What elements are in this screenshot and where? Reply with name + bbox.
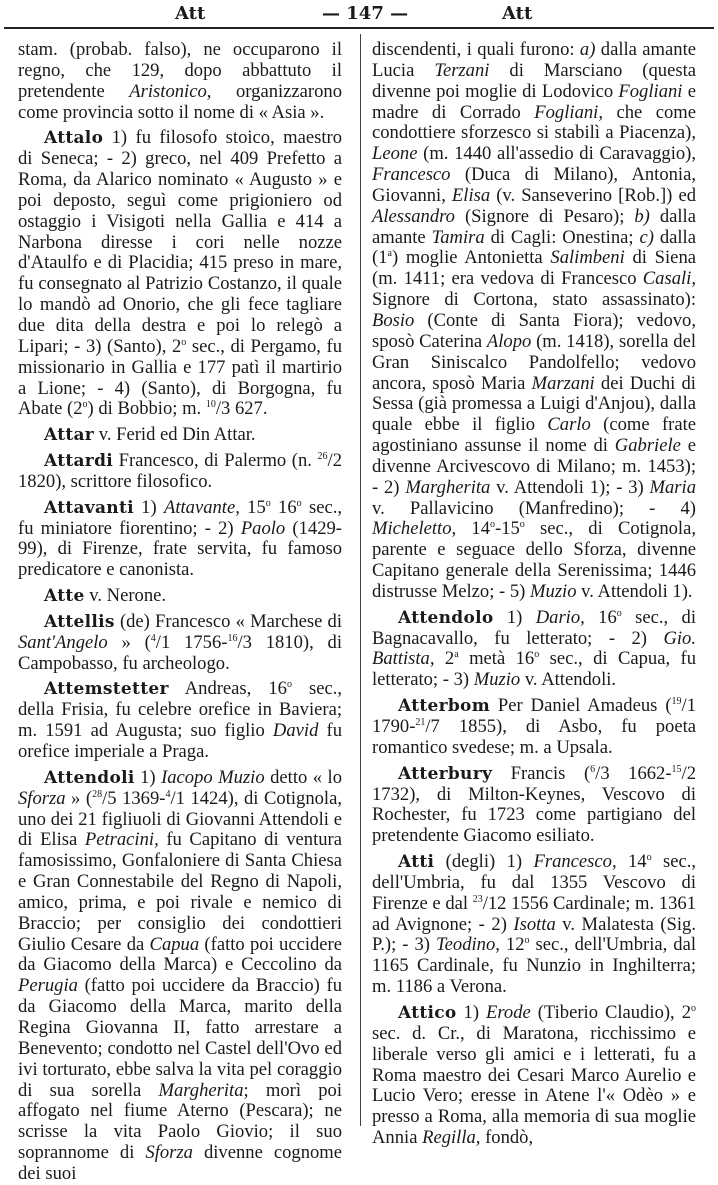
superscript: 4	[150, 632, 156, 644]
header-left-guide-word: Att	[175, 3, 206, 24]
superscript: a	[454, 649, 459, 661]
dictionary-entry	[372, 608, 696, 691]
superscript: o	[646, 851, 652, 863]
entry-text: 1) fu filosofo stoico, maestro di Seneca; - 2) greco, nel 409 Prefetto a Roma, da Alarico nominato « Augusto » e poi deposto, seguì come prigioniero od ostaggio i Visigoti nella Gallia e 414 a Narbona diresse i cori nelle nozze d'Ataulfo e di Placidia; 415 preso in mare, fu consegnato al Patrizio Costanzo, il quale lo mandò ad Onorio, che gli fece tagliare due dita della destra e poi lo relegò a Lipari; - 3) (Santo), 2	[18, 127, 342, 357]
entry-headword: Attico	[398, 1002, 457, 1023]
dictionary-entry	[18, 586, 342, 607]
entry-text: » (	[65, 787, 93, 809]
superscript: 28	[92, 788, 103, 800]
superscript: a	[387, 248, 392, 260]
dictionary-entry	[18, 451, 342, 493]
entry-headword: Attendoli	[44, 767, 135, 788]
entry-text: ) moglie Antonietta	[391, 247, 551, 269]
entry-text: /1 1790-	[372, 695, 696, 737]
italic-name: Bosio	[372, 309, 415, 331]
entry-text: -15	[495, 518, 520, 540]
dictionary-entry	[18, 612, 342, 675]
superscript: o	[519, 519, 525, 531]
entry-text: sec., di Capua, fu letterato; - 3)	[372, 648, 697, 691]
entry-text: v. Pallavicino (Manfredino); - 4)	[372, 497, 696, 519]
entry-headword: Attendolo	[398, 607, 494, 628]
entry-text: ) di Bobbio; m.	[87, 398, 206, 420]
entry-text: (Signore di Pesaro);	[454, 205, 635, 227]
italic-name: Fogliani,	[534, 101, 603, 123]
entry-text: 15	[239, 496, 266, 518]
italic-name: Gabriele	[614, 435, 681, 457]
entry-text: (Tiberio Claudio), 2	[530, 1001, 691, 1023]
entry-text: /12 1556 Cardinale; m. 1361 ad Avignone; - 2)	[372, 892, 696, 935]
italic-name: David	[272, 720, 319, 742]
page-number: — 147 —	[322, 3, 409, 24]
entry-text: (fatto poi uccidere da Braccio) fu da Giacomo della Marca, marito della Regina Giovanna II, fatto arrestare a Benevento; condotto nel Castel dell'Ovo ed ivi torturato, ebbe salva la vita pel coraggio di sua sorella	[18, 975, 342, 1101]
entry-text: (Duca di Milano), Antonia, Giovanni,	[372, 164, 696, 206]
entry-text: v. Attendoli 1).	[576, 580, 693, 602]
entry-headword: Atterbom	[398, 696, 490, 717]
italic-name: Teodino,	[436, 934, 500, 956]
superscript: o	[296, 497, 302, 509]
dictionary-entry	[18, 425, 342, 446]
entry-text: /3 1810), di Campobasso, fu archeologo.	[18, 631, 342, 674]
entry-text: detto « lo	[264, 766, 343, 788]
superscript: 16	[227, 632, 238, 644]
italic-name: Marzani	[531, 372, 595, 394]
entry-text: 1)	[134, 766, 162, 788]
entry-text: /3 627.	[215, 398, 268, 420]
entry-text: 14	[456, 518, 490, 540]
dictionary-entry	[18, 40, 342, 123]
superscript: 15	[671, 763, 682, 775]
entry-text: (m. 1418), sorella del Gran Siniscalco Pandolfello; vedovo ancora, sposò Maria	[372, 330, 697, 394]
italic-name: Fogliani	[618, 80, 683, 102]
dictionary-entry	[18, 498, 342, 581]
italic-name: Francesco,	[533, 851, 617, 873]
entry-text: v. Ferid ed Din Attar.	[94, 424, 256, 446]
superscript: 10	[205, 399, 216, 411]
entry-text: fu Capitano di ventura famosissimo, Gonfaloniere di Santa Chiesa e Gran Connestabile del Regno di Napoli, amico, prima, e poi rivale e nemico di Braccio; per consiglio dei condottieri Giulio Cesare da	[18, 829, 342, 955]
italic-name: Paolo	[240, 517, 286, 539]
entry-text: v. Attendoli 1); - 3)	[490, 476, 650, 498]
entry-text: discendenti, i quali furono:	[372, 39, 580, 60]
superscript: 23	[472, 893, 483, 905]
dictionary-entry	[372, 696, 696, 759]
superscript: 26	[317, 450, 328, 462]
dictionary-entry	[18, 128, 342, 420]
superscript: o	[524, 935, 530, 947]
entry-headword: Attavanti	[44, 497, 134, 518]
entry-text: 12	[499, 934, 525, 956]
entry-text: fu orefice imperiale a Praga.	[18, 720, 343, 762]
superscript: o	[616, 607, 622, 619]
italic-name: Sant'Angelo	[18, 631, 108, 653]
italic-name: Dario,	[535, 606, 585, 628]
entry-text: v. Nerone.	[84, 585, 167, 607]
dictionary-entry	[18, 768, 342, 1185]
entry-text: di Cagli: Onestina;	[484, 226, 640, 248]
entry-text: fondò,	[480, 1127, 534, 1149]
dictionary-entry	[372, 852, 696, 998]
entry-text: » (	[107, 631, 151, 653]
entry-text: sec., dell'Umbria, fu dal 1355 Vescovo di Firenze e dal	[372, 851, 697, 914]
left-column	[18, 39, 343, 1184]
italic-name: Elisa	[451, 184, 491, 206]
entry-text: /2 1820), scrittore filosofico.	[18, 450, 342, 492]
entry-text: dei Duchi di Sessa (già promessa a Luigi d'Anjou), dalla quale ebbe il figlio	[372, 372, 696, 436]
entry-text: sec., di Bagnacavallo, fu letterato; - 2)	[372, 606, 696, 649]
dictionary-entry	[372, 764, 696, 847]
italic-name: Maria	[649, 476, 696, 498]
entry-text: (v. Sanseverino [Rob.]) ed	[490, 184, 696, 206]
entry-text: e madre di Corrado	[372, 80, 696, 123]
entry-text: sec., dell'Umbria, dal 1165 Cardinale, fu Nunzio in Inghilterra; m. 1186 a Verona.	[372, 934, 696, 998]
italic-name: Capua	[149, 933, 200, 955]
column-divider	[360, 34, 361, 1126]
italic-name: Attavante,	[163, 496, 240, 518]
entry-text: stam. (probab. falso), ne occuparono il regno, che 129, dopo abbattuto il pretendente	[18, 39, 342, 102]
right-column	[372, 39, 697, 1149]
entry-text: sec., di Pergamo, fu missionario in Gallia e 177 patì il martirio a Lione; - 4) (Santo), di Borgogna, fu Abate (2	[18, 335, 342, 420]
italic-name: Tamira	[431, 226, 485, 248]
entry-text: (Conte di Santa Fiora); vedovo, sposò Caterina	[372, 309, 696, 352]
entry-text: (de) Francesco « Marchese di	[114, 610, 342, 632]
entry-text: metà 16	[458, 648, 535, 670]
entry-text: /3 1662-	[595, 762, 672, 784]
italic-name: Alopo	[486, 330, 532, 352]
entry-text: v. Malatesta (Sig. P.); - 3)	[372, 913, 696, 956]
entry-text: dalla (1	[372, 226, 696, 269]
italic-name: Terzani	[434, 59, 490, 81]
italic-name: Francesco	[372, 164, 451, 186]
entry-text: dalla amante	[372, 205, 696, 248]
entry-text: divenne cognome dei suoi	[18, 1142, 343, 1184]
italic-name: Petracini,	[84, 829, 159, 851]
superscript: o	[490, 519, 495, 531]
dictionary-entry	[372, 1003, 696, 1149]
entry-text: , organizzarono come provincia sotto il nome di « Asia ».	[18, 80, 342, 123]
superscript: 6	[590, 763, 596, 775]
italic-name: Casali,	[642, 268, 696, 290]
entry-headword: Attar	[44, 425, 95, 446]
entry-headword: Atti	[398, 852, 435, 873]
italic-name: Iacopo Muzio	[161, 766, 265, 788]
italic-name: Micheletto,	[372, 518, 457, 540]
superscript: 4	[165, 788, 171, 800]
italic-name: Regilla,	[422, 1127, 481, 1149]
superscript: 19	[671, 695, 682, 707]
italic-name: Muzio	[473, 669, 521, 691]
italic-name: Sforza	[145, 1142, 193, 1164]
dictionary-entry	[18, 679, 342, 762]
italic-name: Carlo	[547, 414, 591, 436]
superscript: o	[82, 399, 88, 411]
page-header	[0, 0, 718, 30]
italic-name: Gio. Battista,	[372, 627, 696, 670]
entry-text: (come frate agostiniano assunse il nome di	[372, 414, 697, 457]
superscript: o	[181, 336, 187, 348]
entry-text: v. Attendoli.	[520, 669, 617, 691]
entry-text: 2	[434, 648, 455, 670]
entry-text: /2 1732), di Milton-Keynes, Vescovo di Rochester, fu 1723 come partigiano del pretendente Giacomo esiliato.	[372, 762, 696, 847]
entry-headword: Atte	[44, 586, 85, 607]
italic-name: Perugia	[18, 975, 78, 997]
entry-text: /1 1756-	[155, 631, 228, 653]
entry-text: dalla amante Lucia	[372, 39, 696, 81]
entry-text: /1 1424), di Cotignola, uno dei 21 figliuoli di Giovanni Attendoli e di Elisa	[18, 787, 342, 851]
italic-name: Muzio	[530, 580, 577, 602]
entry-text: 1)	[133, 496, 164, 518]
entry-text: 1)	[456, 1001, 486, 1023]
superscript: o	[265, 497, 271, 509]
entry-text: che come condottiere sforzesco si stabilì a Piacenza),	[372, 101, 696, 144]
entry-text: sec., fu miniatore fiorentino; - 2)	[18, 496, 342, 539]
entry-text: 16	[584, 606, 617, 628]
entry-headword: Attardi	[44, 451, 114, 472]
entry-text: di Marsciano (questa divenne poi moglie di Lodovico	[372, 59, 696, 102]
entry-text: /5 1369-	[102, 787, 166, 809]
superscript: 21	[415, 716, 426, 728]
italic-name: Alessandro	[372, 205, 455, 227]
entry-text: sec., della Frisia, fu celebre orefice in Baviera; m. 1591 ad Augusta; suo figlio	[18, 678, 342, 742]
entry-text: ; morì poi affogato nel fiume Aterno (Pescara); ne scrisse la vita Paolo Giovio; il suo soprannome di	[18, 1079, 342, 1164]
entry-text: 1)	[493, 606, 536, 628]
entry-text: (degli) 1)	[434, 851, 534, 873]
header-rule	[4, 27, 714, 29]
italic-name: Margherita	[158, 1079, 244, 1101]
header-right-guide-word: Att	[502, 3, 533, 24]
entry-headword: Attalo	[44, 128, 104, 149]
italic-name: Isotta	[513, 913, 556, 935]
italic-name: Salimbeni	[550, 247, 625, 269]
entry-text: Signore di Cortona, stato assassinato):	[372, 289, 696, 311]
entry-text: sec., di Cotignola, parente e seguace dello Sforza, divenne Capitano generale della Serenissima; 1446 distrusse Melzo; - 5)	[372, 518, 697, 602]
italic-name: Leone	[372, 143, 418, 165]
entry-text: (1429-99), di Firenze, frate servita, fu famoso predicatore e canonista.	[18, 517, 342, 581]
entry-text: Francis (	[492, 762, 591, 784]
superscript: o	[691, 1002, 696, 1014]
italic-name: b)	[634, 205, 650, 227]
superscript: o	[286, 679, 292, 691]
entry-text: Andreas, 16	[168, 678, 287, 700]
italic-name: Aristonico	[129, 80, 207, 102]
superscript: o	[534, 649, 540, 661]
italic-name: c)	[639, 226, 654, 248]
italic-name: a)	[579, 39, 596, 60]
entry-text: sec. d. Cr., di Maratona, ricchissimo e liberale verso gli amici e i letterati, fu a Roma maestro dei Cesari Marco Aurelio e Lucio Vero; eresse in Atene l'« Odèo » e presso a Roma, alla memoria di sua moglie Annia	[372, 1022, 696, 1149]
entry-text: (m. 1440 all'assedio di Caravaggio),	[417, 143, 696, 165]
entry-text: (fatto poi uccidere da Giacomo della Marca) e Ceccolino da	[18, 933, 343, 976]
entry-text: Francesco, di Palermo (n.	[113, 450, 318, 472]
entry-text: 14	[616, 851, 647, 873]
italic-name: Erode	[486, 1001, 531, 1023]
dictionary-entry	[372, 40, 696, 603]
entry-text: /7 1855), di Asbo, fu poeta romantico svedese; m. a Upsala.	[372, 716, 696, 758]
entry-headword: Atterbury	[398, 763, 493, 784]
entry-text: di Siena (m. 1411; era vedova di Francesco	[372, 247, 696, 290]
entry-headword: Attemstetter	[44, 679, 169, 700]
entry-text: e divenne Arcivescovo di Milano; m. 1453); - 2)	[372, 435, 696, 498]
entry-text: 16	[270, 496, 297, 518]
entry-text: Per Daniel Amadeus (	[489, 695, 672, 717]
entry-headword: Attellis	[44, 611, 115, 632]
italic-name: Margherita	[405, 476, 491, 498]
italic-name: Sforza	[18, 787, 66, 809]
